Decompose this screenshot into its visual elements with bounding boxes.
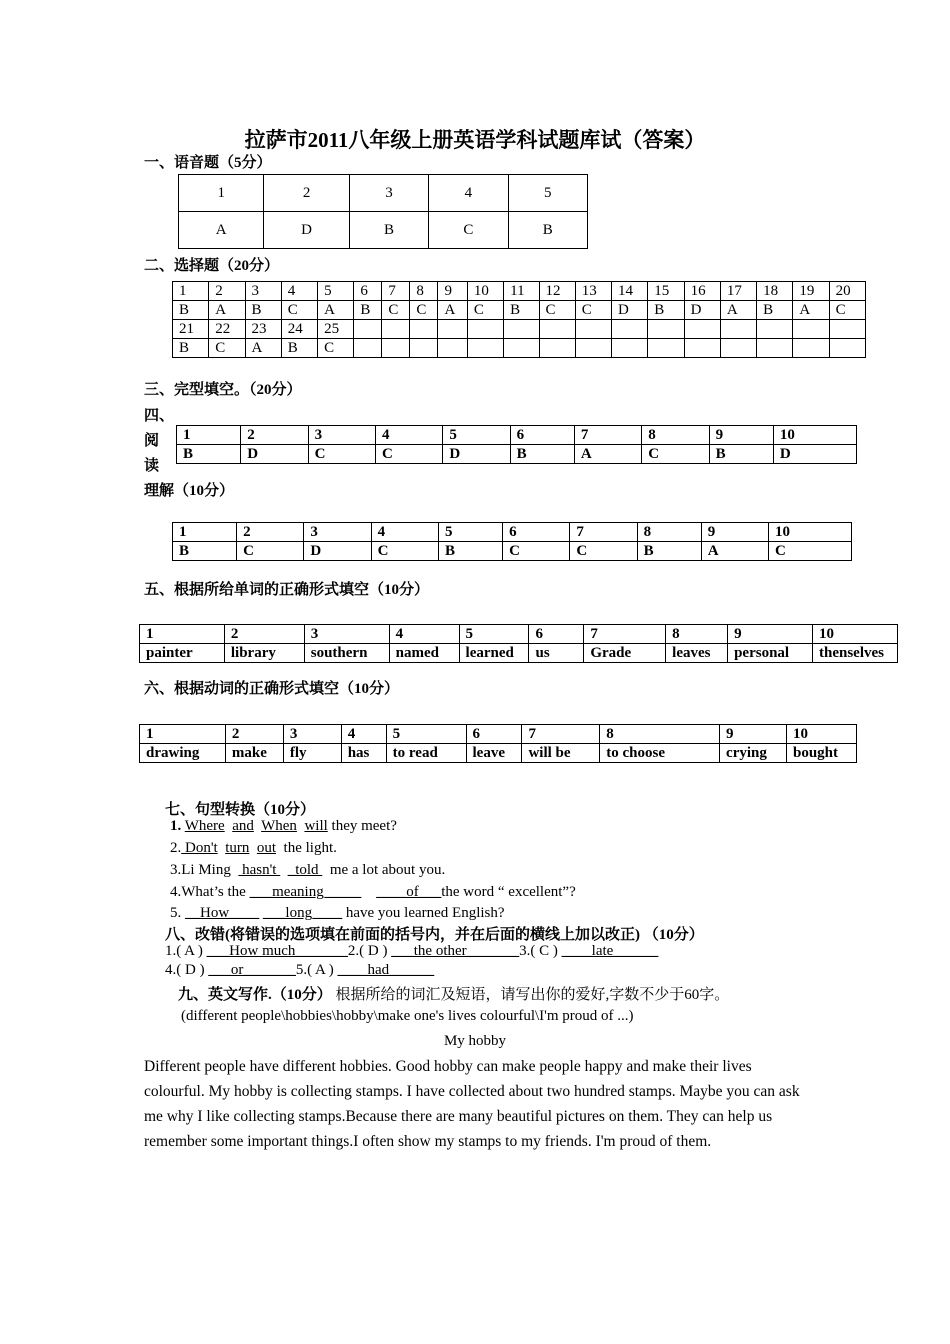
s2-cell: 22: [209, 320, 245, 339]
s2-cell: [829, 320, 865, 339]
s2-cell: [438, 320, 467, 339]
s6-cell: 8: [600, 725, 720, 744]
s2-cell: 23: [245, 320, 281, 339]
s2-cell: C: [281, 301, 317, 320]
s5-cell: 7: [584, 625, 666, 644]
section-7-heading: 七、句型转换（10分）: [165, 802, 316, 818]
s4-cell: 4: [371, 523, 438, 542]
s5-cell: 1: [140, 625, 225, 644]
s6-cell: has: [341, 744, 386, 763]
s2-cell: 17: [720, 282, 756, 301]
section-9-heading: 九、英文写作.（10分） 根据所给的词汇及短语，请写出你的爱好,字数不少于60字。: [178, 987, 730, 1003]
page-title: 拉萨市2011八年级上册英语学科试题库试（答案）: [244, 128, 706, 152]
s3-cell: B: [177, 445, 241, 464]
s3-cell: D: [773, 445, 856, 464]
s5-cell: southern: [304, 644, 389, 663]
s4-cell: 1: [173, 523, 237, 542]
s6-cell: drawing: [140, 744, 226, 763]
s3-cell: 9: [709, 426, 773, 445]
transform-line-2: 2. Don't turn out the light.: [170, 840, 337, 856]
s2-cell: C: [575, 301, 611, 320]
s3-cell: B: [709, 445, 773, 464]
s6-cell: 3: [283, 725, 341, 744]
s6-cell: 6: [466, 725, 522, 744]
s4-cell: B: [438, 542, 502, 561]
s1-answer: B: [508, 212, 587, 249]
s4-cell: C: [769, 542, 852, 561]
s4-cell: 8: [637, 523, 701, 542]
s5-cell: 8: [666, 625, 728, 644]
s3-row: [177, 426, 857, 445]
s6-cell: fly: [283, 744, 341, 763]
s6-cell: 5: [386, 725, 466, 744]
s2-cell: [757, 339, 793, 358]
s2-cell: 1: [173, 282, 209, 301]
s1-num: 1: [179, 175, 264, 212]
s2-cell: C: [318, 339, 354, 358]
s2-cell: [648, 320, 684, 339]
s3-cell: 3: [308, 426, 375, 445]
s3-cell: 8: [642, 426, 709, 445]
section-5-table: [139, 624, 898, 663]
s3-cell: 5: [443, 426, 510, 445]
s6-cell: 10: [786, 725, 856, 744]
section-4-heading-part: 理解（10分）: [144, 483, 235, 499]
section-3-table: [176, 425, 857, 464]
section-3-heading: 三、完型填空。（20分）: [144, 382, 302, 398]
s5-cell: leaves: [666, 644, 728, 663]
s2-cell: 7: [382, 282, 410, 301]
s6-cell: 1: [140, 725, 226, 744]
section-5-heading: 五、根据所给单词的正确形式填空（10分）: [144, 582, 430, 598]
s2-cell: [612, 320, 648, 339]
s6-row: [140, 744, 857, 763]
s2-cell: B: [173, 301, 209, 320]
s2-cell: [793, 339, 829, 358]
s2-cell: [648, 339, 684, 358]
s2-cell: B: [281, 339, 317, 358]
s2-cell: [793, 320, 829, 339]
section-4-heading-part: 读: [144, 458, 160, 474]
s2-cell: 19: [793, 282, 829, 301]
section-6-table: [139, 724, 857, 763]
s2-cell: 6: [354, 282, 382, 301]
s2-cell: [354, 339, 382, 358]
s1-num: 3: [349, 175, 428, 212]
section-6-heading: 六、根据动词的正确形式填空（10分）: [144, 681, 400, 697]
s3-cell: A: [574, 445, 641, 464]
s2-cell: 24: [281, 320, 317, 339]
section-1-heading: 一、语音题（5分）: [144, 155, 272, 171]
s3-cell: D: [443, 445, 510, 464]
s3-cell: 7: [574, 426, 641, 445]
s4-row: [173, 523, 852, 542]
s5-cell: library: [224, 644, 304, 663]
s3-cell: B: [510, 445, 574, 464]
s3-cell: 2: [241, 426, 308, 445]
s4-cell: 6: [503, 523, 570, 542]
s2-cell: [684, 320, 720, 339]
s2-cell: 5: [318, 282, 354, 301]
s1-num: 4: [429, 175, 508, 212]
s2-cell: [829, 339, 865, 358]
s2-cell: [467, 339, 503, 358]
s4-cell: B: [173, 542, 237, 561]
s5-cell: personal: [728, 644, 813, 663]
s2-cell: 2: [209, 282, 245, 301]
s2-cell: [612, 339, 648, 358]
s1-num: 2: [264, 175, 349, 212]
s2-cell: [354, 320, 382, 339]
s2-cell: B: [173, 339, 209, 358]
s2-cell: [539, 339, 575, 358]
section-4-table: [172, 522, 852, 561]
s2-cell: B: [648, 301, 684, 320]
s3-cell: 4: [375, 426, 442, 445]
s1-answer: C: [429, 212, 508, 249]
s6-cell: 9: [720, 725, 787, 744]
s2-cell: C: [382, 301, 410, 320]
s2-cell: [467, 320, 503, 339]
s5-cell: 10: [812, 625, 897, 644]
s5-cell: us: [529, 644, 584, 663]
s2-cell: 20: [829, 282, 865, 301]
s2-row: [173, 339, 866, 358]
s2-row: [173, 320, 866, 339]
transform-line-4: 4.What’s the ___meaning_____ ____of___the word “ excellent”?: [170, 884, 576, 900]
s4-cell: 9: [701, 523, 768, 542]
s4-cell: 2: [237, 523, 304, 542]
essay-title: My hobby: [443, 1033, 507, 1049]
s2-cell: 14: [612, 282, 648, 301]
s5-cell: thenselves: [812, 644, 897, 663]
s2-cell: A: [720, 301, 756, 320]
s4-cell: C: [503, 542, 570, 561]
s4-cell: 3: [304, 523, 371, 542]
s4-cell: 5: [438, 523, 502, 542]
s1-num: 5: [508, 175, 587, 212]
s2-cell: D: [612, 301, 648, 320]
s2-cell: A: [209, 301, 245, 320]
s2-cell: [575, 320, 611, 339]
s6-cell: bought: [786, 744, 856, 763]
s5-row: [140, 625, 898, 644]
s2-cell: A: [793, 301, 829, 320]
s6-cell: 7: [522, 725, 600, 744]
s6-row: [140, 725, 857, 744]
s2-cell: [757, 320, 793, 339]
s6-cell: crying: [720, 744, 787, 763]
s2-cell: C: [539, 301, 575, 320]
s2-cell: C: [829, 301, 865, 320]
s2-cell: [410, 339, 438, 358]
s2-cell: [539, 320, 575, 339]
s2-cell: 18: [757, 282, 793, 301]
s2-row: [173, 301, 866, 320]
s2-cell: [382, 320, 410, 339]
s2-cell: A: [318, 301, 354, 320]
s6-cell: leave: [466, 744, 522, 763]
s5-row: [140, 644, 898, 663]
s2-cell: 11: [504, 282, 539, 301]
s2-cell: B: [504, 301, 539, 320]
correction-row-1: 1.( A ) ___How much_______2.( D ) ___the other_______3.( C ) ____late______: [165, 943, 659, 959]
section-2-table: [172, 281, 866, 358]
s2-cell: [684, 339, 720, 358]
s3-cell: C: [375, 445, 442, 464]
section-4-heading-part: 阅: [144, 433, 160, 449]
s4-cell: B: [637, 542, 701, 561]
s2-cell: C: [209, 339, 245, 358]
section-2-heading: 二、选择题（20分）: [144, 258, 280, 274]
vocabulary-hint: (different people\hobbies\hobby\make one's lives colourful\I'm proud of ...): [181, 1008, 634, 1024]
s3-row: [177, 445, 857, 464]
s2-cell: B: [354, 301, 382, 320]
s4-cell: 7: [570, 523, 637, 542]
s2-cell: A: [245, 339, 281, 358]
s2-cell: 10: [467, 282, 503, 301]
s2-cell: [575, 339, 611, 358]
s2-row: [173, 282, 866, 301]
s2-cell: C: [467, 301, 503, 320]
s4-cell: D: [304, 542, 371, 561]
s1-answer: B: [349, 212, 428, 249]
section-4-heading-part: 四、: [144, 408, 175, 424]
correction-row-2: 4.( D ) ___or_______5.( A ) ____had______: [165, 962, 435, 978]
s2-cell: 15: [648, 282, 684, 301]
s2-cell: [504, 320, 539, 339]
s4-cell: C: [371, 542, 438, 561]
s5-cell: painter: [140, 644, 225, 663]
s2-cell: A: [438, 301, 467, 320]
s6-cell: will be: [522, 744, 600, 763]
s5-cell: Grade: [584, 644, 666, 663]
s2-cell: [382, 339, 410, 358]
s2-cell: B: [757, 301, 793, 320]
s6-cell: to read: [386, 744, 466, 763]
s2-cell: 4: [281, 282, 317, 301]
s2-cell: 25: [318, 320, 354, 339]
section-8-heading: 八、改错(将错误的选项填在前面的括号内，并在后面的横线上加以改正) （10分）: [165, 927, 704, 943]
s4-cell: C: [237, 542, 304, 561]
s2-cell: B: [245, 301, 281, 320]
transform-line-1: 1. Where and When will they meet?: [170, 818, 397, 834]
s2-cell: [410, 320, 438, 339]
s4-cell: C: [570, 542, 637, 561]
s2-cell: C: [410, 301, 438, 320]
s3-cell: 10: [773, 426, 856, 445]
essay-body: Different people have different hobbies. Good hobby can make people happy and make their lives colourful. My hobby is collecting stamps. I have collected about two hundred stamps. Maybe you can ask me why I like collecting stamps.Because there are many beautiful pictures on them. They can help us remember some important things.I often show my stamps to my friends. I'm proud of them.: [144, 1058, 800, 1150]
s5-cell: 6: [529, 625, 584, 644]
s6-cell: make: [225, 744, 283, 763]
s5-cell: 9: [728, 625, 813, 644]
s2-cell: 9: [438, 282, 467, 301]
s2-cell: 21: [173, 320, 209, 339]
s3-cell: 6: [510, 426, 574, 445]
s6-cell: 2: [225, 725, 283, 744]
s2-cell: 3: [245, 282, 281, 301]
s6-cell: 4: [341, 725, 386, 744]
section-1-table: [178, 174, 588, 249]
s3-cell: C: [308, 445, 375, 464]
s2-cell: D: [684, 301, 720, 320]
s1-answer: D: [264, 212, 349, 249]
transform-line-3: 3.Li Ming hasn't _told me a lot about you.: [170, 862, 446, 878]
s5-cell: learned: [459, 644, 529, 663]
s6-cell: to choose: [600, 744, 720, 763]
s2-cell: [720, 320, 756, 339]
s5-cell: named: [389, 644, 459, 663]
s2-cell: 16: [684, 282, 720, 301]
s2-cell: [504, 339, 539, 358]
s3-cell: 1: [177, 426, 241, 445]
s5-cell: 3: [304, 625, 389, 644]
s4-cell: A: [701, 542, 768, 561]
s3-cell: D: [241, 445, 308, 464]
s2-cell: [438, 339, 467, 358]
s1-answer: A: [179, 212, 264, 249]
s2-cell: 12: [539, 282, 575, 301]
s2-cell: 8: [410, 282, 438, 301]
s2-cell: [720, 339, 756, 358]
s4-cell: 10: [769, 523, 852, 542]
s5-cell: 4: [389, 625, 459, 644]
transform-line-5: 5. __How____ ___long____ have you learned English?: [170, 905, 505, 921]
s5-cell: 2: [224, 625, 304, 644]
s4-row: [173, 542, 852, 561]
s3-cell: C: [642, 445, 709, 464]
s2-cell: 13: [575, 282, 611, 301]
s5-cell: 5: [459, 625, 529, 644]
